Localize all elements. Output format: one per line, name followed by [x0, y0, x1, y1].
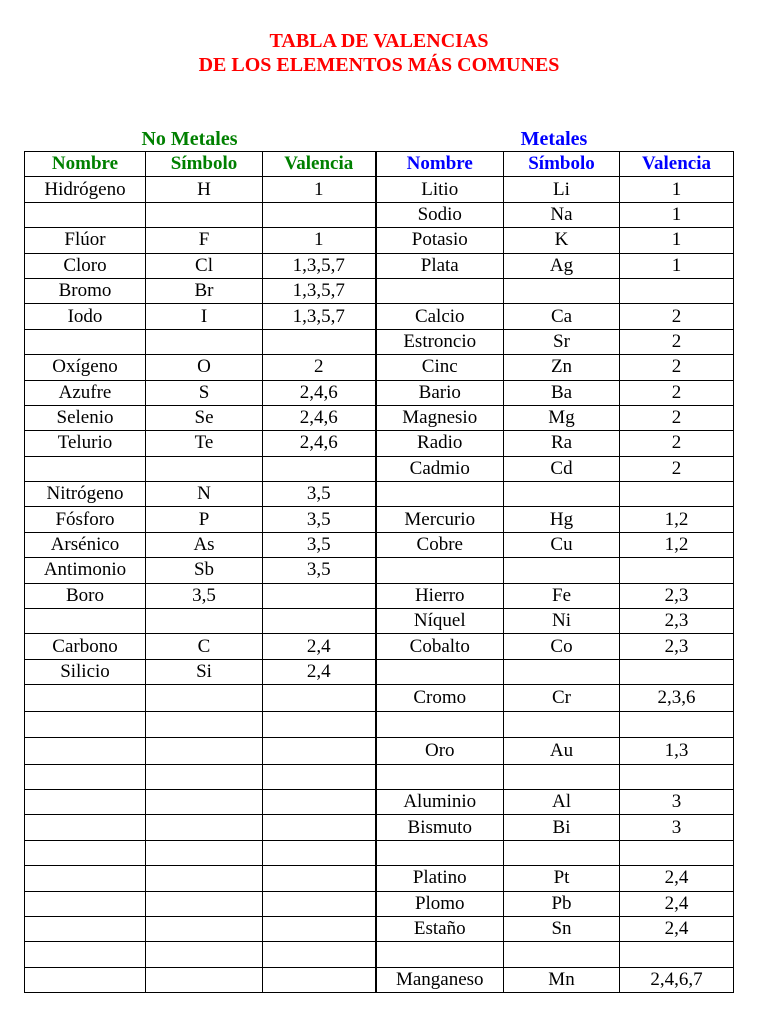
simbolo-no-metal-cell	[146, 916, 263, 941]
header-valencia-metales: Valencia	[620, 152, 734, 177]
simbolo-metal-cell	[504, 764, 620, 789]
simbolo-metal-cell: Pt	[504, 866, 620, 891]
valencia-no-metal-cell: 3,5	[263, 507, 376, 532]
table-row	[25, 380, 734, 405]
simbolo-metal-cell: Ag	[504, 253, 620, 278]
table-row	[25, 278, 734, 303]
simbolo-metal-cell	[504, 482, 620, 507]
valencia-no-metal-cell	[263, 815, 376, 840]
simbolo-metal-cell: K	[504, 228, 620, 253]
nombre-no-metal-cell: Arsénico	[25, 532, 146, 557]
nombre-metal-cell	[376, 712, 504, 737]
simbolo-metal-cell	[504, 558, 620, 583]
simbolo-no-metal-cell: H	[146, 177, 263, 202]
simbolo-no-metal-cell	[146, 685, 263, 712]
simbolo-no-metal-cell	[146, 840, 263, 865]
simbolo-no-metal-cell: N	[146, 482, 263, 507]
nombre-metal-cell: Plata	[376, 253, 504, 278]
simbolo-metal-cell: Zn	[504, 355, 620, 380]
valencia-no-metal-cell	[263, 737, 376, 764]
simbolo-metal-cell: Au	[504, 737, 620, 764]
valencia-metal-cell	[620, 942, 734, 967]
valencia-no-metal-cell	[263, 583, 376, 608]
valencia-metal-cell	[620, 482, 734, 507]
nombre-metal-cell: Sodio	[376, 202, 504, 227]
nombre-metal-cell: Platino	[376, 866, 504, 891]
simbolo-metal-cell: Cr	[504, 685, 620, 712]
valencia-no-metal-cell: 2,4,6	[263, 380, 376, 405]
simbolo-metal-cell: Ni	[504, 609, 620, 634]
nombre-no-metal-cell	[25, 329, 146, 354]
nombre-no-metal-cell	[25, 840, 146, 865]
valencia-no-metal-cell	[263, 685, 376, 712]
table-row	[25, 685, 734, 712]
valencia-no-metal-cell: 3,5	[263, 532, 376, 557]
valencia-no-metal-cell: 1	[263, 228, 376, 253]
table-row	[25, 431, 734, 456]
header-valencia-no-metales: Valencia	[263, 152, 376, 177]
nombre-metal-cell: Calcio	[376, 304, 504, 329]
valencia-no-metal-cell	[263, 967, 376, 992]
simbolo-no-metal-cell: S	[146, 380, 263, 405]
simbolo-metal-cell: Pb	[504, 891, 620, 916]
valencia-metal-cell: 1	[620, 253, 734, 278]
simbolo-no-metal-cell	[146, 609, 263, 634]
valencia-no-metal-cell: 2,4,6	[263, 431, 376, 456]
valencia-metal-cell: 2	[620, 405, 734, 430]
simbolo-metal-cell: Al	[504, 789, 620, 814]
table-row	[25, 815, 734, 840]
simbolo-no-metal-cell: Br	[146, 278, 263, 303]
simbolo-metal-cell: Mg	[504, 405, 620, 430]
valencia-no-metal-cell: 2	[263, 355, 376, 380]
table-row	[25, 177, 734, 202]
valencia-metal-cell: 1	[620, 228, 734, 253]
simbolo-metal-cell: Ra	[504, 431, 620, 456]
table-row	[25, 840, 734, 865]
nombre-no-metal-cell: Telurio	[25, 431, 146, 456]
valencia-metal-cell: 1	[620, 202, 734, 227]
nombre-no-metal-cell	[25, 866, 146, 891]
header-nombre-metales: Nombre	[376, 152, 504, 177]
simbolo-no-metal-cell: Te	[146, 431, 263, 456]
nombre-metal-cell: Estaño	[376, 916, 504, 941]
nombre-no-metal-cell	[25, 456, 146, 481]
valencias-table	[24, 151, 734, 993]
valencia-metal-cell: 1,2	[620, 507, 734, 532]
nombre-no-metal-cell: Silicio	[25, 659, 146, 684]
header-nombre-no-metales: Nombre	[25, 152, 146, 177]
table-row	[25, 329, 734, 354]
valencia-metal-cell: 2,3,6	[620, 685, 734, 712]
nombre-metal-cell: Oro	[376, 737, 504, 764]
simbolo-no-metal-cell: 3,5	[146, 583, 263, 608]
nombre-metal-cell	[376, 942, 504, 967]
valencia-metal-cell: 2	[620, 304, 734, 329]
simbolo-no-metal-cell	[146, 712, 263, 737]
valencia-no-metal-cell	[263, 764, 376, 789]
table-row	[25, 942, 734, 967]
valencia-no-metal-cell	[263, 456, 376, 481]
nombre-metal-cell: Magnesio	[376, 405, 504, 430]
valencia-metal-cell: 3	[620, 789, 734, 814]
simbolo-metal-cell	[504, 840, 620, 865]
nombre-no-metal-cell	[25, 789, 146, 814]
table-row	[25, 507, 734, 532]
nombre-no-metal-cell	[25, 685, 146, 712]
valencia-metal-cell	[620, 712, 734, 737]
table-row	[25, 764, 734, 789]
nombre-no-metal-cell: Azufre	[25, 380, 146, 405]
nombre-no-metal-cell: Boro	[25, 583, 146, 608]
simbolo-no-metal-cell	[146, 891, 263, 916]
valencia-metal-cell: 2	[620, 431, 734, 456]
table-row	[25, 712, 734, 737]
valencia-no-metal-cell: 3,5	[263, 558, 376, 583]
nombre-metal-cell	[376, 840, 504, 865]
nombre-metal-cell	[376, 482, 504, 507]
table-row	[25, 202, 734, 227]
valencia-metal-cell: 1,3	[620, 737, 734, 764]
simbolo-no-metal-cell: Cl	[146, 253, 263, 278]
table-row	[25, 967, 734, 992]
simbolo-no-metal-cell: F	[146, 228, 263, 253]
page-title-line-1: TABLA DE VALENCIAS	[269, 30, 489, 52]
table-header-row	[25, 152, 734, 177]
valencia-no-metal-cell: 2,4	[263, 659, 376, 684]
valencia-no-metal-cell	[263, 840, 376, 865]
simbolo-no-metal-cell: Si	[146, 659, 263, 684]
table-row	[25, 916, 734, 941]
table-row	[25, 253, 734, 278]
nombre-no-metal-cell	[25, 967, 146, 992]
nombre-metal-cell: Manganeso	[376, 967, 504, 992]
valencia-metal-cell: 2,3	[620, 634, 734, 659]
nombre-metal-cell: Cobalto	[376, 634, 504, 659]
simbolo-no-metal-cell	[146, 866, 263, 891]
valencia-no-metal-cell: 3,5	[263, 482, 376, 507]
simbolo-metal-cell: Ca	[504, 304, 620, 329]
valencia-no-metal-cell	[263, 329, 376, 354]
table-row	[25, 659, 734, 684]
simbolo-no-metal-cell	[146, 815, 263, 840]
valencia-no-metal-cell: 1,3,5,7	[263, 304, 376, 329]
table-row	[25, 456, 734, 481]
nombre-metal-cell: Aluminio	[376, 789, 504, 814]
nombre-no-metal-cell	[25, 737, 146, 764]
table-row	[25, 228, 734, 253]
valencia-metal-cell: 2	[620, 329, 734, 354]
nombre-metal-cell: Bismuto	[376, 815, 504, 840]
valencia-metal-cell: 2	[620, 456, 734, 481]
simbolo-metal-cell	[504, 278, 620, 303]
nombre-metal-cell: Cromo	[376, 685, 504, 712]
nombre-no-metal-cell	[25, 764, 146, 789]
nombre-no-metal-cell: Oxígeno	[25, 355, 146, 380]
simbolo-no-metal-cell: Sb	[146, 558, 263, 583]
nombre-metal-cell: Cadmio	[376, 456, 504, 481]
valencia-metal-cell	[620, 558, 734, 583]
valencia-metal-cell: 2	[620, 355, 734, 380]
nombre-metal-cell	[376, 659, 504, 684]
nombre-metal-cell: Cobre	[376, 532, 504, 557]
nombre-no-metal-cell: Antimonio	[25, 558, 146, 583]
simbolo-no-metal-cell	[146, 329, 263, 354]
nombre-metal-cell: Hierro	[376, 583, 504, 608]
valencia-metal-cell: 2,4,6,7	[620, 967, 734, 992]
simbolo-no-metal-cell: P	[146, 507, 263, 532]
valencia-no-metal-cell: 1,3,5,7	[263, 278, 376, 303]
table-row	[25, 634, 734, 659]
valencia-metal-cell: 2,4	[620, 891, 734, 916]
valencia-metal-cell	[620, 764, 734, 789]
simbolo-no-metal-cell	[146, 764, 263, 789]
simbolo-metal-cell: Hg	[504, 507, 620, 532]
nombre-metal-cell	[376, 764, 504, 789]
simbolo-metal-cell: Cd	[504, 456, 620, 481]
nombre-no-metal-cell: Cloro	[25, 253, 146, 278]
valencia-no-metal-cell	[263, 891, 376, 916]
simbolo-no-metal-cell: O	[146, 355, 263, 380]
simbolo-metal-cell: Li	[504, 177, 620, 202]
valencia-no-metal-cell	[263, 942, 376, 967]
nombre-metal-cell: Cinc	[376, 355, 504, 380]
table-row	[25, 789, 734, 814]
table-row	[25, 891, 734, 916]
valencia-no-metal-cell	[263, 712, 376, 737]
valencia-no-metal-cell: 1,3,5,7	[263, 253, 376, 278]
simbolo-metal-cell: Cu	[504, 532, 620, 557]
simbolo-metal-cell	[504, 659, 620, 684]
simbolo-no-metal-cell	[146, 202, 263, 227]
nombre-metal-cell	[376, 278, 504, 303]
valencia-no-metal-cell	[263, 866, 376, 891]
valencia-metal-cell: 2,4	[620, 866, 734, 891]
header-simbolo-metales: Símbolo	[504, 152, 620, 177]
header-simbolo-no-metales: Símbolo	[146, 152, 263, 177]
table-row	[25, 482, 734, 507]
simbolo-metal-cell	[504, 942, 620, 967]
nombre-no-metal-cell	[25, 942, 146, 967]
table-row	[25, 583, 734, 608]
nombre-no-metal-cell	[25, 609, 146, 634]
simbolo-metal-cell: Sr	[504, 329, 620, 354]
nombre-no-metal-cell: Flúor	[25, 228, 146, 253]
nombre-metal-cell: Plomo	[376, 891, 504, 916]
nombre-no-metal-cell: Bromo	[25, 278, 146, 303]
simbolo-metal-cell: Na	[504, 202, 620, 227]
nombre-metal-cell: Estroncio	[376, 329, 504, 354]
table-row	[25, 558, 734, 583]
nombre-no-metal-cell: Selenio	[25, 405, 146, 430]
table-row	[25, 866, 734, 891]
simbolo-metal-cell: Bi	[504, 815, 620, 840]
simbolo-metal-cell	[504, 712, 620, 737]
section-label-no-metales: No Metales	[141, 128, 238, 150]
simbolo-no-metal-cell: As	[146, 532, 263, 557]
valencia-no-metal-cell	[263, 609, 376, 634]
table-row	[25, 609, 734, 634]
simbolo-metal-cell: Co	[504, 634, 620, 659]
table-row	[25, 304, 734, 329]
valencia-metal-cell: 3	[620, 815, 734, 840]
nombre-no-metal-cell: Carbono	[25, 634, 146, 659]
valencia-no-metal-cell: 2,4	[263, 634, 376, 659]
nombre-no-metal-cell	[25, 891, 146, 916]
simbolo-no-metal-cell	[146, 456, 263, 481]
table-row	[25, 532, 734, 557]
simbolo-no-metal-cell: Se	[146, 405, 263, 430]
nombre-metal-cell: Potasio	[376, 228, 504, 253]
table-row	[25, 355, 734, 380]
valencia-metal-cell: 1,2	[620, 532, 734, 557]
nombre-no-metal-cell	[25, 202, 146, 227]
simbolo-metal-cell: Fe	[504, 583, 620, 608]
valencia-metal-cell	[620, 659, 734, 684]
valencia-no-metal-cell	[263, 916, 376, 941]
valencia-no-metal-cell	[263, 789, 376, 814]
nombre-no-metal-cell: Hidrógeno	[25, 177, 146, 202]
valencia-metal-cell: 2,3	[620, 583, 734, 608]
valencia-metal-cell: 2,3	[620, 609, 734, 634]
nombre-metal-cell: Litio	[376, 177, 504, 202]
simbolo-no-metal-cell: C	[146, 634, 263, 659]
nombre-no-metal-cell: Fósforo	[25, 507, 146, 532]
nombre-metal-cell: Radio	[376, 431, 504, 456]
table-row	[25, 737, 734, 764]
nombre-metal-cell: Níquel	[376, 609, 504, 634]
table-row	[25, 405, 734, 430]
simbolo-no-metal-cell	[146, 967, 263, 992]
simbolo-no-metal-cell	[146, 737, 263, 764]
simbolo-metal-cell: Mn	[504, 967, 620, 992]
simbolo-no-metal-cell	[146, 942, 263, 967]
section-label-metales: Metales	[520, 128, 588, 150]
simbolo-metal-cell: Sn	[504, 916, 620, 941]
valencia-metal-cell: 2,4	[620, 916, 734, 941]
valencia-metal-cell	[620, 840, 734, 865]
nombre-metal-cell: Mercurio	[376, 507, 504, 532]
valencia-no-metal-cell	[263, 202, 376, 227]
valencia-no-metal-cell: 2,4,6	[263, 405, 376, 430]
nombre-no-metal-cell: Iodo	[25, 304, 146, 329]
nombre-metal-cell: Bario	[376, 380, 504, 405]
nombre-metal-cell	[376, 558, 504, 583]
valencia-metal-cell: 2	[620, 380, 734, 405]
nombre-no-metal-cell	[25, 712, 146, 737]
simbolo-no-metal-cell	[146, 789, 263, 814]
valencia-no-metal-cell: 1	[263, 177, 376, 202]
valencia-metal-cell: 1	[620, 177, 734, 202]
page-title-line-2: DE LOS ELEMENTOS MÁS COMUNES	[198, 54, 560, 76]
simbolo-no-metal-cell: I	[146, 304, 263, 329]
nombre-no-metal-cell: Nitrógeno	[25, 482, 146, 507]
nombre-no-metal-cell	[25, 815, 146, 840]
valencia-metal-cell	[620, 278, 734, 303]
table-body	[25, 177, 734, 993]
nombre-no-metal-cell	[25, 916, 146, 941]
simbolo-metal-cell: Ba	[504, 380, 620, 405]
